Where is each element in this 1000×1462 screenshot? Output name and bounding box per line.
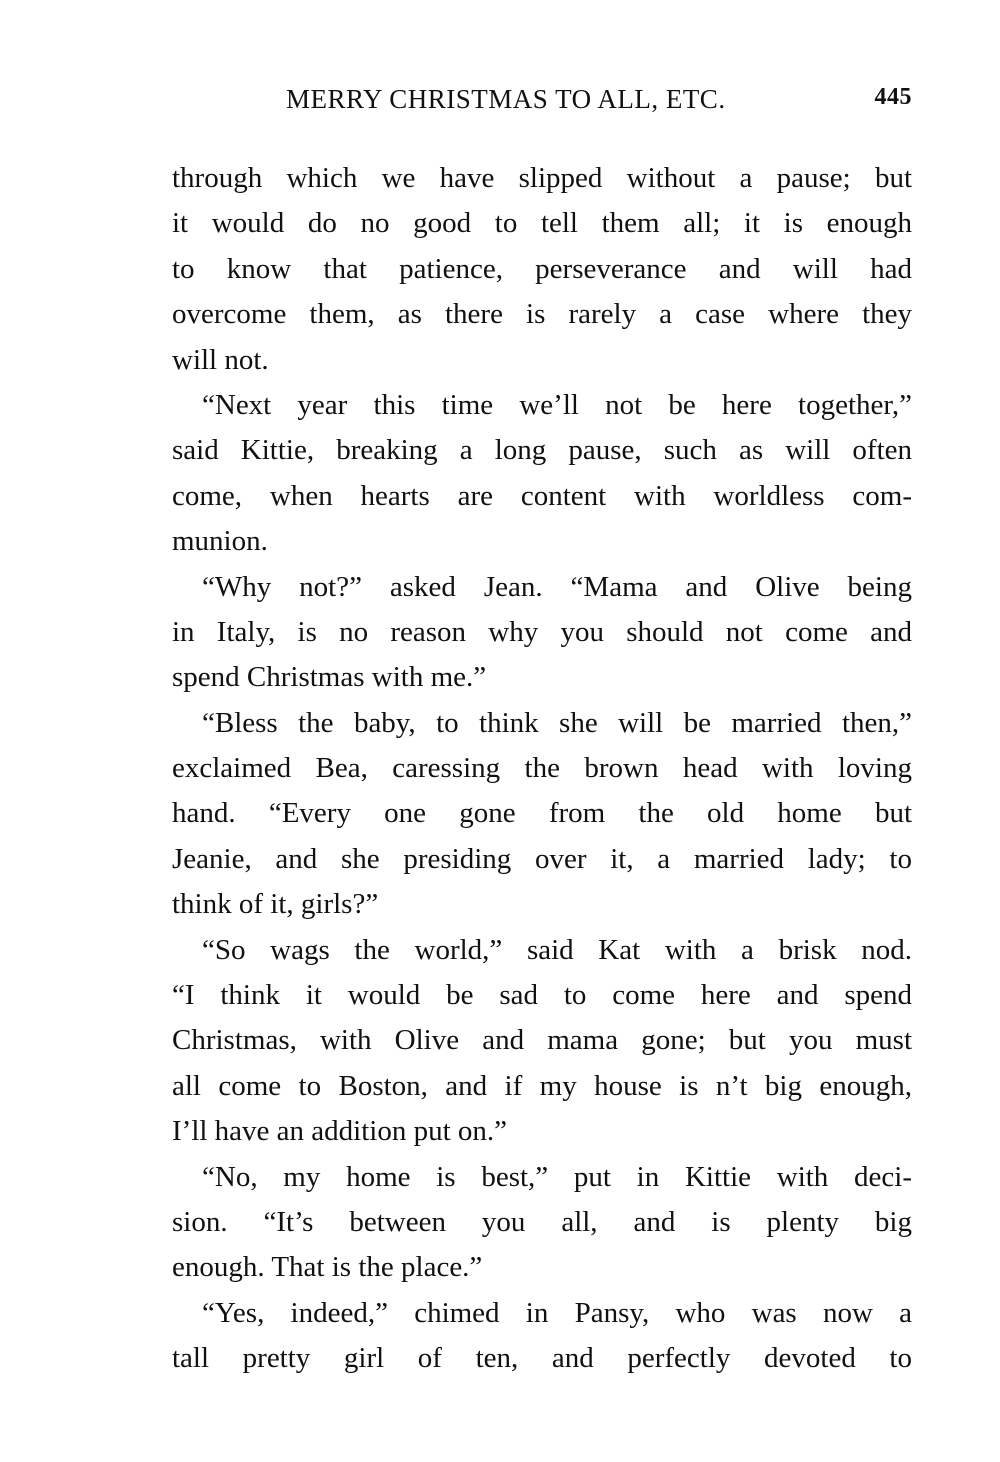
text-line: “So wags the world,” said Kat with a brisk nod. — [202, 933, 912, 966]
text-line: enough. That is the place.” — [172, 1251, 483, 1284]
text-line: overcome them, as there is rarely a case where they — [172, 298, 912, 331]
text-line: “No, my home is best,” put in Kittie with deci- — [202, 1160, 912, 1193]
text-line: I’ll have an addition put on.” — [172, 1115, 508, 1148]
text-line: “I think it would be sad to come here and spend — [172, 979, 912, 1012]
text-line: it would do no good to tell them all; it is enough — [172, 207, 912, 240]
text-line: to know that patience, perseverance and will had — [172, 252, 912, 285]
text-line: “Bless the baby, to think she will be married then,” — [202, 706, 912, 739]
running-title: MERRY CHRISTMAS TO ALL, ETC. — [286, 84, 726, 114]
text-line: hand. “Every one gone from the old home but — [172, 797, 912, 830]
text-line: munion. — [172, 525, 268, 558]
text-line: said Kittie, breaking a long pause, such as will often — [172, 434, 912, 467]
text-line: “Next year this time we’ll not be here together,” — [202, 388, 912, 421]
text-line: “Why not?” asked Jean. “Mama and Olive being — [202, 570, 912, 603]
text-line: sion. “It’s between you all, and is plenty big — [172, 1205, 912, 1238]
running-head — [172, 84, 912, 124]
text-line: exclaimed Bea, caressing the brown head with loving — [172, 752, 912, 785]
text-line: think of it, girls?” — [172, 888, 379, 921]
body-text — [172, 156, 912, 1382]
text-line: will not. — [172, 343, 269, 376]
text-line: Jeanie, and she presiding over it, a married lady; to — [172, 842, 912, 875]
text-line: in Italy, is no reason why you should not come and — [172, 615, 912, 648]
text-line: Christmas, with Olive and mama gone; but you must — [172, 1024, 912, 1057]
text-line: spend Christmas with me.” — [172, 661, 487, 694]
text-line: “Yes, indeed,” chimed in Pansy, who was now a — [202, 1296, 912, 1329]
text-line: tall pretty girl of ten, and perfectly devoted to — [172, 1342, 912, 1375]
page-number: 445 — [874, 84, 912, 110]
text-line: through which we have slipped without a pause; but — [172, 162, 912, 194]
text-line: come, when hearts are content with worldless com- — [172, 479, 912, 512]
text-line: all come to Boston, and if my house is n’t big enough, — [172, 1069, 912, 1102]
